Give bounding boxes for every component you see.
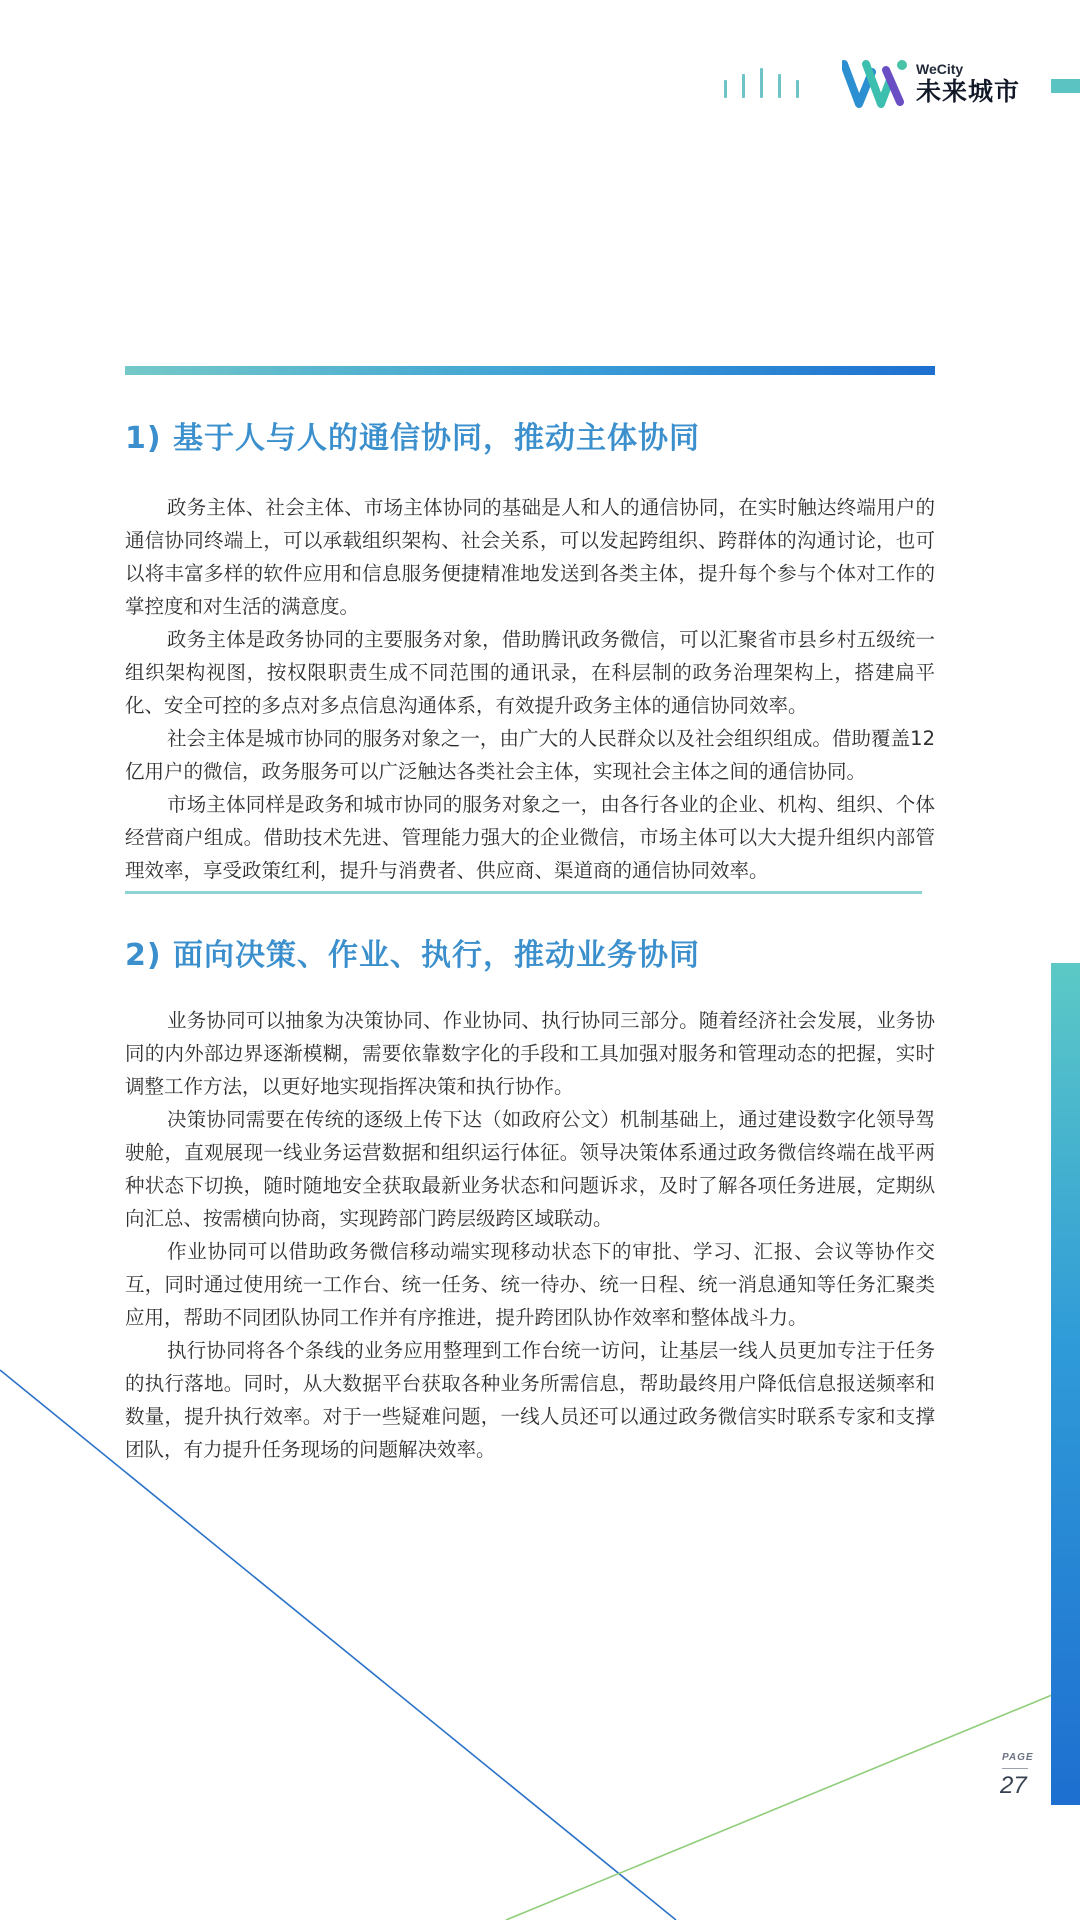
section-body-1	[125, 491, 935, 887]
brand-logo	[842, 56, 1020, 112]
paragraph: 执行协同将各个条线的业务应用整理到工作台统一访问，让基层一线人员更加专注于任务的执行落地。同时，从大数据平台获取各种业务所需信息，帮助最终用户降低信息报送频率和数量，提升执行效率。对于一些疑难问题，一线人员还可以通过政务微信实时联系专家和支撑团队，有力提升任务现场的问题解决效率。	[125, 1339, 935, 1461]
paragraph: 决策协同需要在传统的逐级上传下达（如政府公文）机制基础上，通过建设数字化领导驾驶舱，直观展现一线业务运营数据和组织运行体征。领导决策体系通过政务微信终端在战平两种状态下切换，随时随地安全获取最新业务状态和问题诉求，及时了解各项任务进展，定期纵向汇总、按需横向协商，实现跨部门跨层级跨区域联动。	[125, 1108, 935, 1230]
paragraph: 市场主体同样是政务和城市协同的服务对象之一，由各行各业的企业、机构、组织、个体经营商户组成。借助技术先进、管理能力强大的企业微信，市场主体可以大大提升组织内部管理效率，享受政策红利，提升与消费者、供应商、渠道商的通信协同效率。	[125, 793, 935, 882]
paragraph: 社会主体是城市协同的服务对象之一，由广大的人民群众以及社会组织组成。借助覆盖12亿用户的微信，政务服务可以广泛触达各类社会主体，实现社会主体之间的通信协同。	[125, 727, 935, 783]
section-body-2	[125, 1004, 935, 1466]
page-label: PAGE	[1002, 1752, 1034, 1763]
section-heading-1: 1) 基于人与人的通信协同，推动主体协同	[125, 421, 701, 456]
paragraph: 政务主体、社会主体、市场主体协同的基础是人和人的通信协同，在实时触达终端用户的通信协同终端上，可以承载组织架构、社会关系，可以发起跨组织、跨群体的沟通讨论，也可以将丰富多样的软件应用和信息服务便捷精准地发送到各类主体，提升每个参与个体对工作的掌控度和对生活的满意度。	[125, 496, 935, 618]
header-accent-bar	[1051, 79, 1080, 93]
section-divider-mid	[125, 891, 922, 894]
page-rule	[1002, 1768, 1028, 1769]
paragraph: 政务主体是政务协同的主要服务对象，借助腾讯政务微信，可以汇聚省市县乡村五级统一组织架构视图，按权限职责生成不同范围的通讯录，在科层制的政务治理架构上，搭建扁平化、安全可控的多点对多点信息沟通体系，有效提升政务主体的通信协同效率。	[125, 628, 935, 717]
brand-name-cn: 未来城市	[916, 77, 1021, 106]
wecity-logo-icon	[842, 58, 910, 110]
brand-name-en: WeCity	[916, 61, 964, 77]
side-accent-bar	[1051, 963, 1080, 1805]
header-tick-marks	[724, 68, 799, 98]
section-heading-2: 2) 面向决策、作业、执行，推动业务协同	[125, 938, 701, 973]
page-number: 27	[1000, 1772, 1027, 1799]
paragraph: 业务协同可以抽象为决策协同、作业协同、执行协同三部分。随着经济社会发展，业务协同的内外部边界逐渐模糊，需要依靠数字化的手段和工具加强对服务和管理动态的把握，实时调整工作方法，以更好地实现指挥决策和执行协作。	[125, 1009, 935, 1098]
section-divider-top	[125, 366, 935, 375]
paragraph: 作业协同可以借助政务微信移动端实现移动状态下的审批、学习、汇报、会议等协作交互，同时通过使用统一工作台、统一任务、统一待办、统一日程、统一消息通知等任务汇聚类应用，帮助不同团队协同工作并有序推进，提升跨团队协作效率和整体战斗力。	[125, 1240, 935, 1329]
